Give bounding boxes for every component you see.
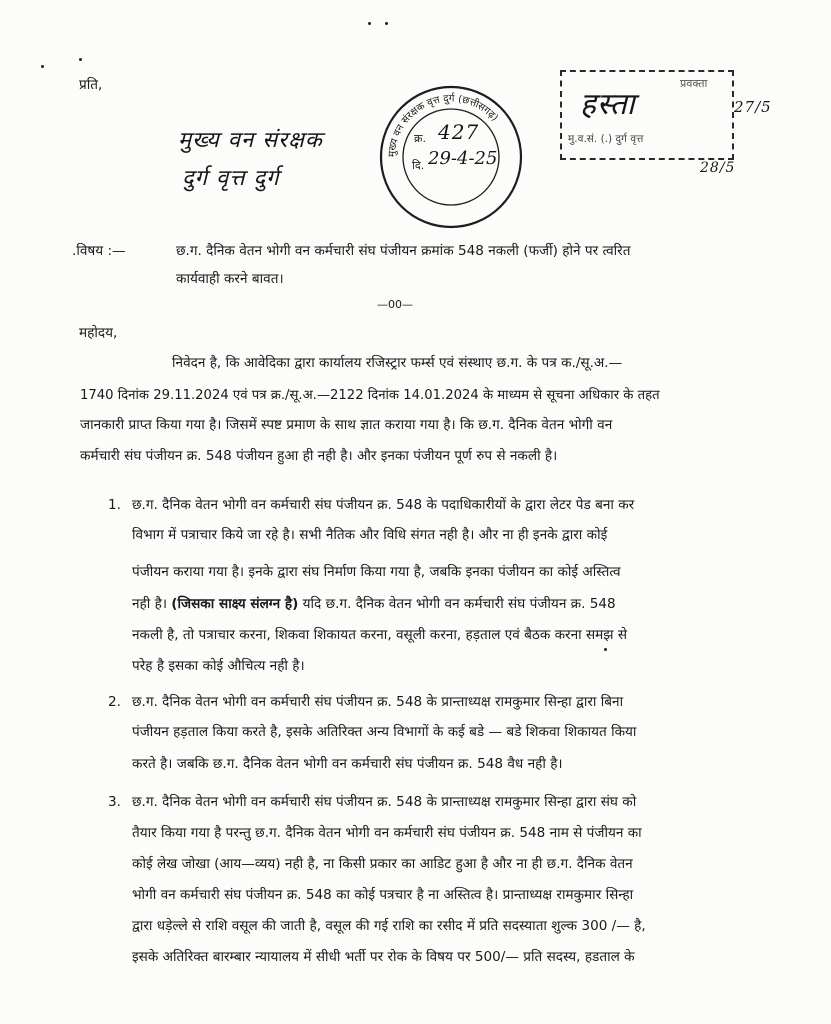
point-3-line-4: भोगी वन कर्मचारी संघ पंजीयन क्र. 548 का कोई पत्रचार है ना अस्तित्व है। प्रान्ताध्यक्ष रामकुमार सिन्हा <box>132 887 634 903</box>
point-2-line-1: छ.ग. दैनिक वेतन भोगी वन कर्मचारी संघ पंजीयन क्र. 548 के प्रान्ताध्यक्ष रामकुमार सिन्हा द्वारा बिना <box>132 694 624 710</box>
point-3-line-1: छ.ग. दैनिक वेतन भोगी वन कर्मचारी संघ पंजीयन क्र. 548 के प्रान्ताध्यक्ष रामकुमार सिन्हा द्वारा संघ को <box>132 794 637 810</box>
subject-line2: कार्यवाही करने बावत। <box>176 271 284 287</box>
evidence-attached-note: (जिसका साक्ष्य संलग्न है) <box>171 596 299 612</box>
scan-speck <box>79 58 82 61</box>
point-3-line-5: द्वारा धड़ेल्ले से राशि वसूल की जाती है, वसूल की गई राशि का रसीद में प्रति सदस्याता शुल्क 300 /— है, <box>132 918 646 934</box>
stamp-number-label: क्र. <box>414 132 426 145</box>
received-stamp <box>378 84 524 230</box>
point-1-line-4-start: नही है। <box>132 596 172 612</box>
addressee-line2: दुर्ग वृत्त दुर्ग <box>182 166 280 191</box>
point-1-line-4-end: यदि छ.ग. दैनिक वेतन भोगी वन कर्मचारी संघ पंजीयन क्र. 548 <box>298 596 616 612</box>
office-stamp-initials: हस्ता <box>580 87 636 122</box>
scan-speck <box>385 22 388 25</box>
point-3-line-3: कोई लेख जोखा (आय—व्यय) नही है, ना किसी प्रकार का आडिट हुआ है और ना ही छ.ग. दैनिक वेतन <box>132 856 633 872</box>
point-3-line-2: तैयार किया गया है परन्तु छ.ग. दैनिक वेतन भोगी वन कर्मचारी संघ पंजीयन क्र. 548 नाम से पंजीयन का <box>132 825 642 841</box>
point-2-line-2: पंजीयन हड़ताल किया करते है, इसके अतिरिक्त अन्य विभागों के कई बडे — बडे शिकवा शिकायत किया <box>132 724 637 740</box>
point-2-number: 2. <box>108 694 121 710</box>
point-2-line-3: करते है। जबकि छ.ग. दैनिक वेतन भोगी वन कर्मचारी संघ पंजीयन क्र. 548 वैध नही है। <box>132 756 563 772</box>
subject-separator: —00— <box>377 298 413 311</box>
point-1-line-2: विभाग में पत्राचार किये जा रहे है। सभी नैतिक और विधि संगत नही है। और ना ही इनके द्वारा कोई <box>132 527 608 543</box>
stamp-number-value: 427 <box>438 120 480 144</box>
point-1-line-4 <box>132 591 616 618</box>
subject-line1: छ.ग. दैनिक वेतन भोगी वन कर्मचारी संघ पंजीयन क्रमांक 548 नकली (फर्जी) होने पर त्वरित <box>176 243 631 259</box>
point-3-number: 3. <box>108 794 121 810</box>
office-stamp-sub-number: 28/5 <box>700 160 736 176</box>
office-stamp <box>560 70 734 160</box>
intro-line-3: जानकारी प्राप्त किया गया है। जिसमें स्पष्ट प्रमाण के साथ ज्ञात कराया गया है। कि छ.ग. दैनिक वेतन भोगी वन <box>80 417 613 433</box>
intro-line-1: निवेदन है, कि आवेदिका द्वारा कार्यालय रजिस्ट्रार फर्म्स एवं संस्थाए छ.ग. के पत्र क./सू.अ.— <box>172 355 623 371</box>
intro-line-2: 1740 दिनांक 29.11.2024 एवं पत्र क्र./सू.अ.—2122 दिनांक 14.01.2024 के माध्यम से सूचना अधिकार के तहत <box>80 388 660 403</box>
subject-label: .विषय :— <box>72 243 126 259</box>
point-1-line-5: नकली है, तो पत्राचार करना, शिकवा शिकायत करना, वसूली करना, हड़ताल एवं बैठक करना समझ से <box>132 627 628 643</box>
addressee-line1: मुख्य वन संरक्षक <box>178 128 323 153</box>
received-stamp-ring-text: मुख्य वन संरक्षक वृत्त दुर्ग (छत्तीसगढ़) <box>386 93 500 158</box>
office-stamp-number: 27/5 <box>734 98 772 116</box>
point-3-line-6: इसके अतिरिक्त बारम्बार न्यायालय में सीधी भर्ती पर रोक के विषय पर 500/— प्रति सदस्य, हडताल के <box>132 949 635 965</box>
intro-line-4: कर्मचारी संघ पंजीयन क्र. 548 पंजीयन हुआ ही नही है। और इनका पंजीयन पूर्ण रुप से नकली है। <box>80 448 558 464</box>
scan-speck <box>368 22 371 25</box>
point-1-line-3: पंजीयन कराया गया है। इनके द्वारा संघ निर्माण किया गया है, जबकि इनका पंजीयन का कोई अस्तित्व <box>132 564 621 580</box>
point-1-line-6: परेह है इसका कोई औचित्य नही है। <box>132 658 305 674</box>
stamp-date-value: 29-4-25 <box>428 148 498 169</box>
addressee-prefix: प्रति, <box>79 77 103 93</box>
office-stamp-top-label: प्रवक्ता <box>680 77 708 90</box>
point-1-number: 1. <box>108 497 121 513</box>
scan-speck <box>41 65 44 68</box>
salutation: महोदय, <box>79 325 118 341</box>
point-1-line-1: छ.ग. दैनिक वेतन भोगी वन कर्मचारी संघ पंजीयन क्र. 548 के पदाधिकारीयों के द्वारा लेटर पेड बना कर <box>132 497 635 513</box>
office-stamp-bottom-label: मु.व.सं. (.) दुर्ग वृत्त <box>568 133 644 145</box>
stamp-date-label: दि. <box>412 159 425 172</box>
